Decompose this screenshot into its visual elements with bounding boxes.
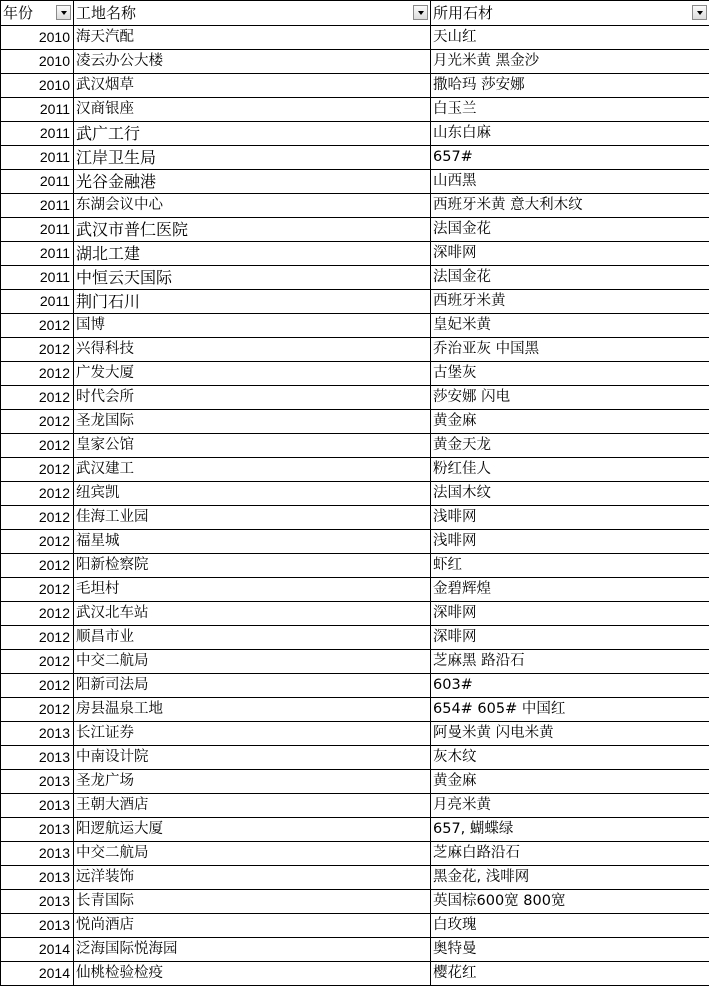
stone-material-cell[interactable]: 深啡网: [431, 626, 709, 650]
year-cell[interactable]: 2012: [1, 650, 74, 674]
header-year-label: 年份: [3, 4, 33, 22]
table-row: [1, 242, 709, 266]
year-cell[interactable]: 2013: [1, 914, 74, 938]
site-name-cell[interactable]: 湖北工建: [74, 242, 431, 266]
table-row: [1, 770, 709, 794]
year-cell[interactable]: 2012: [1, 578, 74, 602]
table-row: [1, 914, 709, 938]
year-cell[interactable]: 2012: [1, 530, 74, 554]
table-row: [1, 602, 709, 626]
table-row: [1, 866, 709, 890]
site-name-cell[interactable]: 悦尚酒店: [74, 914, 431, 938]
table-row: [1, 722, 709, 746]
table-row: [1, 50, 709, 74]
year-cell[interactable]: 2011: [1, 266, 74, 290]
site-name-cell[interactable]: 武汉北车站: [74, 602, 431, 626]
site-name-cell[interactable]: 阳逻航运大厦: [74, 818, 431, 842]
year-cell[interactable]: 2010: [1, 74, 74, 98]
chevron-down-icon: [61, 11, 67, 15]
year-cell[interactable]: 2013: [1, 842, 74, 866]
site-name-cell[interactable]: 中南设计院: [74, 746, 431, 770]
stone-material-cell[interactable]: 古堡灰: [431, 362, 709, 386]
table-row: [1, 506, 709, 530]
site-name-cell[interactable]: 江岸卫生局: [74, 146, 431, 170]
stone-material-cell[interactable]: 莎安娜 闪电: [431, 386, 709, 410]
stone-material-cell[interactable]: 黄金天龙: [431, 434, 709, 458]
year-cell[interactable]: 2011: [1, 290, 74, 314]
stone-material-cell[interactable]: 657, 蝴蝶绿: [431, 818, 709, 842]
header-year: [1, 1, 74, 26]
stone-material-cell[interactable]: 芝麻黑 路沿石: [431, 650, 709, 674]
stone-material-cell[interactable]: 乔治亚灰 中国黑: [431, 338, 709, 362]
table-row: [1, 194, 709, 218]
year-cell[interactable]: 2012: [1, 458, 74, 482]
stone-material-cell[interactable]: 英国棕600宽 800宽: [431, 890, 709, 914]
year-cell[interactable]: 2012: [1, 386, 74, 410]
table-row: [1, 122, 709, 146]
year-cell[interactable]: 2011: [1, 218, 74, 242]
year-cell[interactable]: 2013: [1, 818, 74, 842]
year-filter-dropdown-button[interactable]: [56, 5, 71, 20]
stone-material-cell[interactable]: 654# 605# 中国红: [431, 698, 709, 722]
table-row: [1, 698, 709, 722]
stone-material-cell[interactable]: 白玉兰: [431, 98, 709, 122]
table-row: [1, 290, 709, 314]
year-cell[interactable]: 2012: [1, 434, 74, 458]
header-row: [1, 1, 709, 26]
table-row: [1, 650, 709, 674]
year-cell[interactable]: 2013: [1, 866, 74, 890]
table-row: [1, 218, 709, 242]
year-cell[interactable]: 2012: [1, 410, 74, 434]
stone-material-cell[interactable]: 法国金花: [431, 218, 709, 242]
site-name-cell[interactable]: 兴得科技: [74, 338, 431, 362]
site-name-cell[interactable]: 中恒云天国际: [74, 266, 431, 290]
table-row: [1, 818, 709, 842]
stone-material-cell[interactable]: 黄金麻: [431, 410, 709, 434]
stone-material-cell[interactable]: 山西黑: [431, 170, 709, 194]
year-cell[interactable]: 2011: [1, 98, 74, 122]
stone-material-cell[interactable]: 西班牙米黄: [431, 290, 709, 314]
stone-material-cell[interactable]: 天山红: [431, 26, 709, 50]
stone-material-cell[interactable]: 灰木纹: [431, 746, 709, 770]
table-row: [1, 266, 709, 290]
header-stone: [431, 1, 709, 26]
year-cell[interactable]: 2014: [1, 938, 74, 962]
site-name-cell[interactable]: 佳海工业园: [74, 506, 431, 530]
year-cell[interactable]: 2012: [1, 602, 74, 626]
year-cell[interactable]: 2011: [1, 194, 74, 218]
chevron-down-icon: [418, 11, 424, 15]
table-row: [1, 626, 709, 650]
site-name-cell[interactable]: 毛坦村: [74, 578, 431, 602]
site-name-cell[interactable]: 国博: [74, 314, 431, 338]
site-name-cell[interactable]: 汉商银座: [74, 98, 431, 122]
stone-material-cell[interactable]: 白玫瑰: [431, 914, 709, 938]
table-row: [1, 458, 709, 482]
header-site-label: 工地名称: [76, 4, 136, 22]
table-row: [1, 434, 709, 458]
year-cell[interactable]: 2011: [1, 122, 74, 146]
stone-material-cell[interactable]: 阿曼米黄 闪电米黄: [431, 722, 709, 746]
site-name-cell[interactable]: 阳新司法局: [74, 674, 431, 698]
site-name-cell[interactable]: 王朝大酒店: [74, 794, 431, 818]
table-row: [1, 170, 709, 194]
table-row: [1, 842, 709, 866]
table-body: [1, 26, 709, 986]
stone-material-cell[interactable]: 撒哈玛 莎安娜: [431, 74, 709, 98]
year-cell[interactable]: 2014: [1, 962, 74, 986]
chevron-down-icon: [697, 11, 703, 15]
table-row: [1, 746, 709, 770]
year-cell[interactable]: 2012: [1, 362, 74, 386]
table-row: [1, 482, 709, 506]
site-name-cell[interactable]: 中交二航局: [74, 842, 431, 866]
stone-material-cell[interactable]: 603#: [431, 674, 709, 698]
year-cell[interactable]: 2012: [1, 506, 74, 530]
stone-material-cell[interactable]: 金碧辉煌: [431, 578, 709, 602]
table-row: [1, 794, 709, 818]
stone-material-cell[interactable]: 浅啡网: [431, 506, 709, 530]
site-name-cell[interactable]: 武汉建工: [74, 458, 431, 482]
year-cell[interactable]: 2011: [1, 242, 74, 266]
year-cell[interactable]: 2013: [1, 722, 74, 746]
year-cell[interactable]: 2013: [1, 794, 74, 818]
table-row: [1, 338, 709, 362]
stone-material-cell[interactable]: 月光米黄 黑金沙: [431, 50, 709, 74]
year-cell[interactable]: 2012: [1, 698, 74, 722]
stone-material-cell[interactable]: 月亮米黄: [431, 794, 709, 818]
site-name-cell[interactable]: 纽宾凯: [74, 482, 431, 506]
site-name-cell[interactable]: 武汉市普仁医院: [74, 218, 431, 242]
year-cell[interactable]: 2010: [1, 26, 74, 50]
year-cell[interactable]: 2012: [1, 554, 74, 578]
stone-material-cell[interactable]: 法国金花: [431, 266, 709, 290]
table-row: [1, 314, 709, 338]
year-cell[interactable]: 2011: [1, 170, 74, 194]
site-name-cell[interactable]: 中交二航局: [74, 650, 431, 674]
stone-material-cell[interactable]: 芝麻白路沿石: [431, 842, 709, 866]
site-name-cell[interactable]: 长江证券: [74, 722, 431, 746]
stone-material-cell[interactable]: 山东白麻: [431, 122, 709, 146]
table-row: [1, 674, 709, 698]
site-name-cell[interactable]: 荆门石川: [74, 290, 431, 314]
stone-material-cell[interactable]: 深啡网: [431, 242, 709, 266]
stone-material-cell[interactable]: 黑金花, 浅啡网: [431, 866, 709, 890]
year-cell[interactable]: 2012: [1, 314, 74, 338]
site-name-cell[interactable]: 圣龙国际: [74, 410, 431, 434]
site-name-cell[interactable]: 时代会所: [74, 386, 431, 410]
stone-material-cell[interactable]: 法国木纹: [431, 482, 709, 506]
site-name-cell[interactable]: 阳新检察院: [74, 554, 431, 578]
stone-material-cell[interactable]: 奥特曼: [431, 938, 709, 962]
stone-material-cell[interactable]: 樱花红: [431, 962, 709, 986]
year-cell[interactable]: 2012: [1, 674, 74, 698]
header-site: [74, 1, 431, 26]
stone-material-cell[interactable]: 657#: [431, 146, 709, 170]
table-row: [1, 554, 709, 578]
site-name-cell[interactable]: 仙桃检验检疫: [74, 962, 431, 986]
site-name-cell[interactable]: 圣龙广场: [74, 770, 431, 794]
year-cell[interactable]: 2013: [1, 890, 74, 914]
site-name-cell[interactable]: 远洋装饰: [74, 866, 431, 890]
year-cell[interactable]: 2013: [1, 746, 74, 770]
table-row: [1, 26, 709, 50]
site-name-cell[interactable]: 广发大厦: [74, 362, 431, 386]
site-name-cell[interactable]: 长青国际: [74, 890, 431, 914]
stone-material-cell[interactable]: 浅啡网: [431, 530, 709, 554]
site-name-cell[interactable]: 皇家公馆: [74, 434, 431, 458]
site-name-cell[interactable]: 东湖会议中心: [74, 194, 431, 218]
year-cell[interactable]: 2011: [1, 146, 74, 170]
table-row: [1, 386, 709, 410]
stone-material-cell[interactable]: 西班牙米黄 意大利木纹: [431, 194, 709, 218]
stone-material-cell[interactable]: 深啡网: [431, 602, 709, 626]
site-name-cell[interactable]: 房县温泉工地: [74, 698, 431, 722]
stone-material-cell[interactable]: 皇妃米黄: [431, 314, 709, 338]
year-cell[interactable]: 2012: [1, 482, 74, 506]
site-name-cell[interactable]: 泛海国际悦海园: [74, 938, 431, 962]
table-row: [1, 98, 709, 122]
site-name-cell[interactable]: 光谷金融港: [74, 170, 431, 194]
site-name-cell[interactable]: 顺昌市业: [74, 626, 431, 650]
table-row: [1, 530, 709, 554]
year-cell[interactable]: 2012: [1, 338, 74, 362]
year-cell[interactable]: 2010: [1, 50, 74, 74]
table-row: [1, 410, 709, 434]
site-name-cell[interactable]: 凌云办公大楼: [74, 50, 431, 74]
table-row: [1, 74, 709, 98]
stone-material-cell[interactable]: 虾红: [431, 554, 709, 578]
table-row: [1, 890, 709, 914]
table-row: [1, 962, 709, 986]
table-row: [1, 938, 709, 962]
stone-material-cell[interactable]: 黄金麻: [431, 770, 709, 794]
table-row: [1, 362, 709, 386]
table-row: [1, 578, 709, 602]
year-cell[interactable]: 2012: [1, 626, 74, 650]
stone-material-cell[interactable]: 粉红佳人: [431, 458, 709, 482]
stone-filter-dropdown-button[interactable]: [692, 5, 707, 20]
site-name-cell[interactable]: 武广工行: [74, 122, 431, 146]
site-name-cell[interactable]: 武汉烟草: [74, 74, 431, 98]
site-filter-dropdown-button[interactable]: [413, 5, 428, 20]
table-row: [1, 146, 709, 170]
header-stone-label: 所用石材: [433, 4, 493, 22]
year-cell[interactable]: 2013: [1, 770, 74, 794]
site-name-cell[interactable]: 海天汽配: [74, 26, 431, 50]
site-name-cell[interactable]: 福星城: [74, 530, 431, 554]
